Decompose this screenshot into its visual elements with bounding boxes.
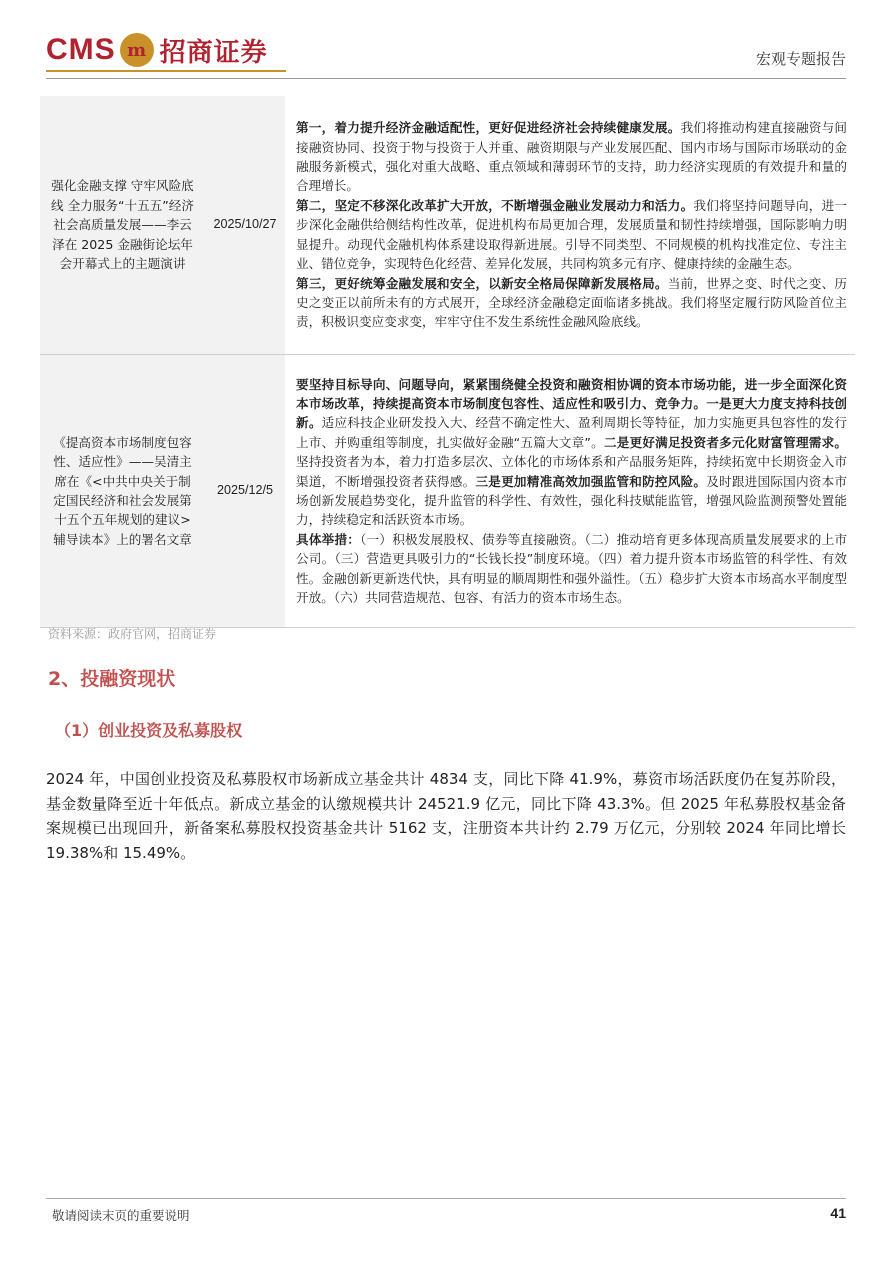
content-text: 当前，世界之变、时代之变、历史之变正以前所未有的方式展开，全球经济金融稳定面临诸多挑战。我们将坚定履行防风险首位主责，积极识变应变求变，牢牢守住不发生系统性金融风险底线。 [296, 275, 848, 330]
content-bold: 二是更好满足投资者多元化财富管理需求。 [603, 434, 847, 450]
content-bold: 三是更加精准高效加强监管和防控风险。 [475, 473, 707, 489]
row-content [286, 96, 856, 355]
content-bold: 第一，着力提升经济金融适配性，更好促进经济社会持续健康发展。 [296, 120, 681, 136]
content-text: 我们将推动构建直接融资与间接融资协同、投资于物与投资于人并重、融资期限与产业发展匹配、国内市场与国际市场联动的金融服务新模式，强化对重大战略、重点领域和薄弱环节的支持，助力经济实现质的有效提升和量的合理增长。 [296, 120, 848, 194]
section-heading: 2、投融资现状 [48, 668, 176, 690]
row-content [286, 355, 856, 628]
policy-table [40, 96, 855, 628]
content-text: 适应科技企业研发投入大、经营不确定性大、盈利周期长等特征，加力实施更具包容性的发行上市、并购重组等制度，扎实做好金融“五篇大文章”。 [296, 415, 848, 450]
row-title: 强化金融支撑 守牢风险底线 全力服务“十五五”经济社会高质量发展——李云泽在 2025 金融街论坛年会开幕式上的主题演讲 [40, 96, 205, 355]
logo-chinese-name: 招商证券 [159, 37, 268, 68]
row-title: 《提高资本市场制度包容性、适应性》——吴清主席在《<中共中央关于制定国民经济和社会发展第十五个五年规划的建议>辅导读本》上的署名文章 [40, 355, 205, 628]
company-logo [46, 32, 268, 68]
logo-text: CMS [46, 33, 116, 66]
section-subheading: （1）创业投资及私募股权 [55, 721, 243, 740]
footer-divider [46, 1198, 846, 1199]
header-divider [46, 78, 846, 79]
content-bold: 第三，更好统筹金融发展和安全，以新安全格局保障新发展格局。 [296, 275, 668, 291]
footer-note: 敬请阅读末页的重要说明 [52, 1208, 190, 1223]
content-bold: 第二，坚定不移深化改革扩大开放，不断增强金融业发展动力和活力。 [296, 197, 694, 213]
header-accent-line [46, 70, 286, 72]
page-number: 41 [830, 1205, 846, 1221]
body-paragraph: 2024 年，中国创业投资及私募股权市场新成立基金共计 4834 支，同比下降 41.9%，募资市场活跃度仍在复苏阶段，基金数量降至近十年低点。新成立基金的认缴规模共计 24521.9 亿元，同比下降 43.3%。但 2025 年私募股权基金备案规模已出现回升，新备案私募股权投资基金共计 5162 支，注册资本共计约 2.79 万亿元，分别较 2024 年同比增长 19.38%和 15.49%。 [46, 770, 846, 862]
report-type: 宏观专题报告 [755, 50, 846, 68]
table-row [40, 96, 855, 355]
content-bold: 具体举措： [296, 531, 361, 547]
row-date: 2025/10/27 [205, 96, 286, 355]
content-bold: 要坚持目标导向、问题导向，紧紧围绕健全投资和融资相协调的资本市场功能，进一步全面深化资本市场改革，持续提高资本市场制度包容性、适应性和吸引力、竞争力。一是更大力度支持科技创新。 [296, 376, 847, 431]
logo-mark-icon: m [120, 33, 154, 67]
page-header [46, 28, 846, 74]
table-row [40, 355, 855, 628]
content-text: 我们将坚持问题导向，进一步深化金融供给侧结构性改革，促进机构布局更加合理，发展质量和韧性持续增强，国际影响力明显提升。动现代金融机构体系建设取得新进展。引导不同类型、不同规模的机构找准定位、专注主业、错位竞争，实现特色化经营、差异化发展，共同构筑多元有序、健康持续的金融生态。 [296, 197, 848, 272]
source-note: 资料来源：政府官网，招商证券 [48, 627, 217, 641]
content-text: 坚持投资者为本，着力打造多层次、立体化的市场体系和产品服务矩阵，持续拓宽中长期资金入市渠道，不断增强投资者获得感。 [296, 454, 847, 489]
content-text: 及时跟进国际国内资本市场创新发展趋势变化，提升监管的科学性、有效性，强化科技赋能监管，增强风险监测预警处置能力，持续稳定和活跃资本市场。 [296, 473, 848, 528]
row-date: 2025/12/5 [205, 355, 286, 628]
content-text: （一）积极发展股权、债券等直接融资。（二）推动培育更多体现高质量发展要求的上市公司。（三）营造更具吸引力的“长钱长投”制度环境。（四）着力提升资本市场监管的科学性、有效性。金融创新更新迭代快，具有明显的顺周期性和强外溢性。（五）稳步扩大资本市场高水平制度型开放。（六）共同营造规范、包容、有活力的资本市场生态。 [296, 531, 848, 606]
